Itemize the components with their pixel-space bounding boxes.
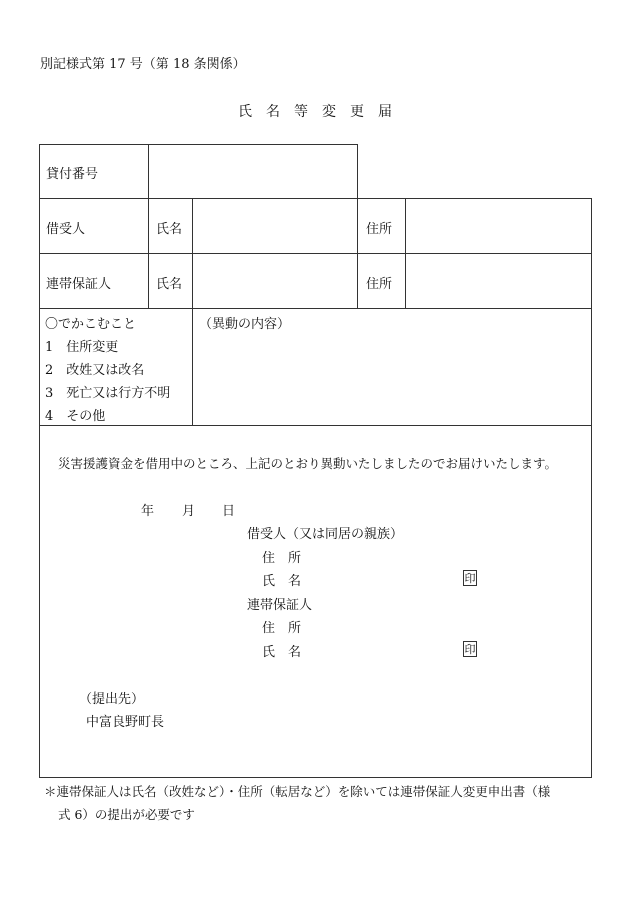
guarantor-address-label: 住所 [366, 277, 393, 292]
date-day: 日 [222, 504, 236, 519]
borrower-seal-icon: 印 [464, 572, 476, 585]
loan-number-label: 貸付番号 [46, 167, 99, 182]
guarantor-sign-address: 住 所 [262, 621, 302, 636]
option-name-change[interactable]: 2 改姓又は改名 [45, 363, 145, 378]
guarantor-label: 連帯保証人 [46, 277, 112, 292]
borrower-address-field[interactable] [407, 200, 590, 252]
footnote-line-1: ＊連帯保証人は氏名（改姓など）・住所（転居など）を除いては連帯保証人変更申出書（様 [44, 784, 551, 799]
change-content-field[interactable] [194, 332, 590, 424]
borrower-sign-address: 住 所 [262, 551, 302, 566]
guarantor-sign-name: 氏 名 [262, 645, 302, 660]
guarantor-seal-icon: 印 [464, 643, 476, 656]
borrower-address-label: 住所 [366, 222, 393, 237]
date-month: 月 [182, 504, 196, 519]
guarantor-address-field[interactable] [407, 255, 590, 307]
statement: 災害援護資金を借用中のところ、上記のとおり異動いたしましたのでお届けいたします。 [58, 456, 558, 471]
footnote-line-2: 式 6）の提出が必要です [58, 807, 195, 822]
submit-to: 中富良野町長 [86, 715, 165, 730]
loan-number-field[interactable] [150, 146, 356, 196]
borrower-sign-name: 氏 名 [262, 574, 302, 589]
form-title: 氏 名 等 変 更 届 [238, 104, 392, 120]
borrower-name-label: 氏名 [156, 222, 183, 237]
circle-instruction: 〇でかこむこと [45, 317, 137, 332]
change-content-label: （異動の内容） [199, 317, 291, 332]
borrower-sign-heading: 借受人（又は同居の親族） [247, 527, 404, 542]
borrower-name-field[interactable] [194, 200, 356, 252]
guarantor-name-field[interactable] [194, 255, 356, 307]
option-other[interactable]: 4 その他 [45, 409, 106, 424]
form-number: 別記様式第 17 号（第 18 条関係） [40, 57, 246, 72]
guarantor-sign-heading: 連帯保証人 [247, 598, 313, 613]
submit-to-label: （提出先） [79, 692, 145, 707]
option-address-change[interactable]: 1 住所変更 [45, 340, 119, 355]
guarantor-name-label: 氏名 [156, 277, 183, 292]
option-death-missing[interactable]: 3 死亡又は行方不明 [45, 386, 171, 401]
date-year: 年 [141, 504, 155, 519]
borrower-label: 借受人 [46, 222, 86, 237]
